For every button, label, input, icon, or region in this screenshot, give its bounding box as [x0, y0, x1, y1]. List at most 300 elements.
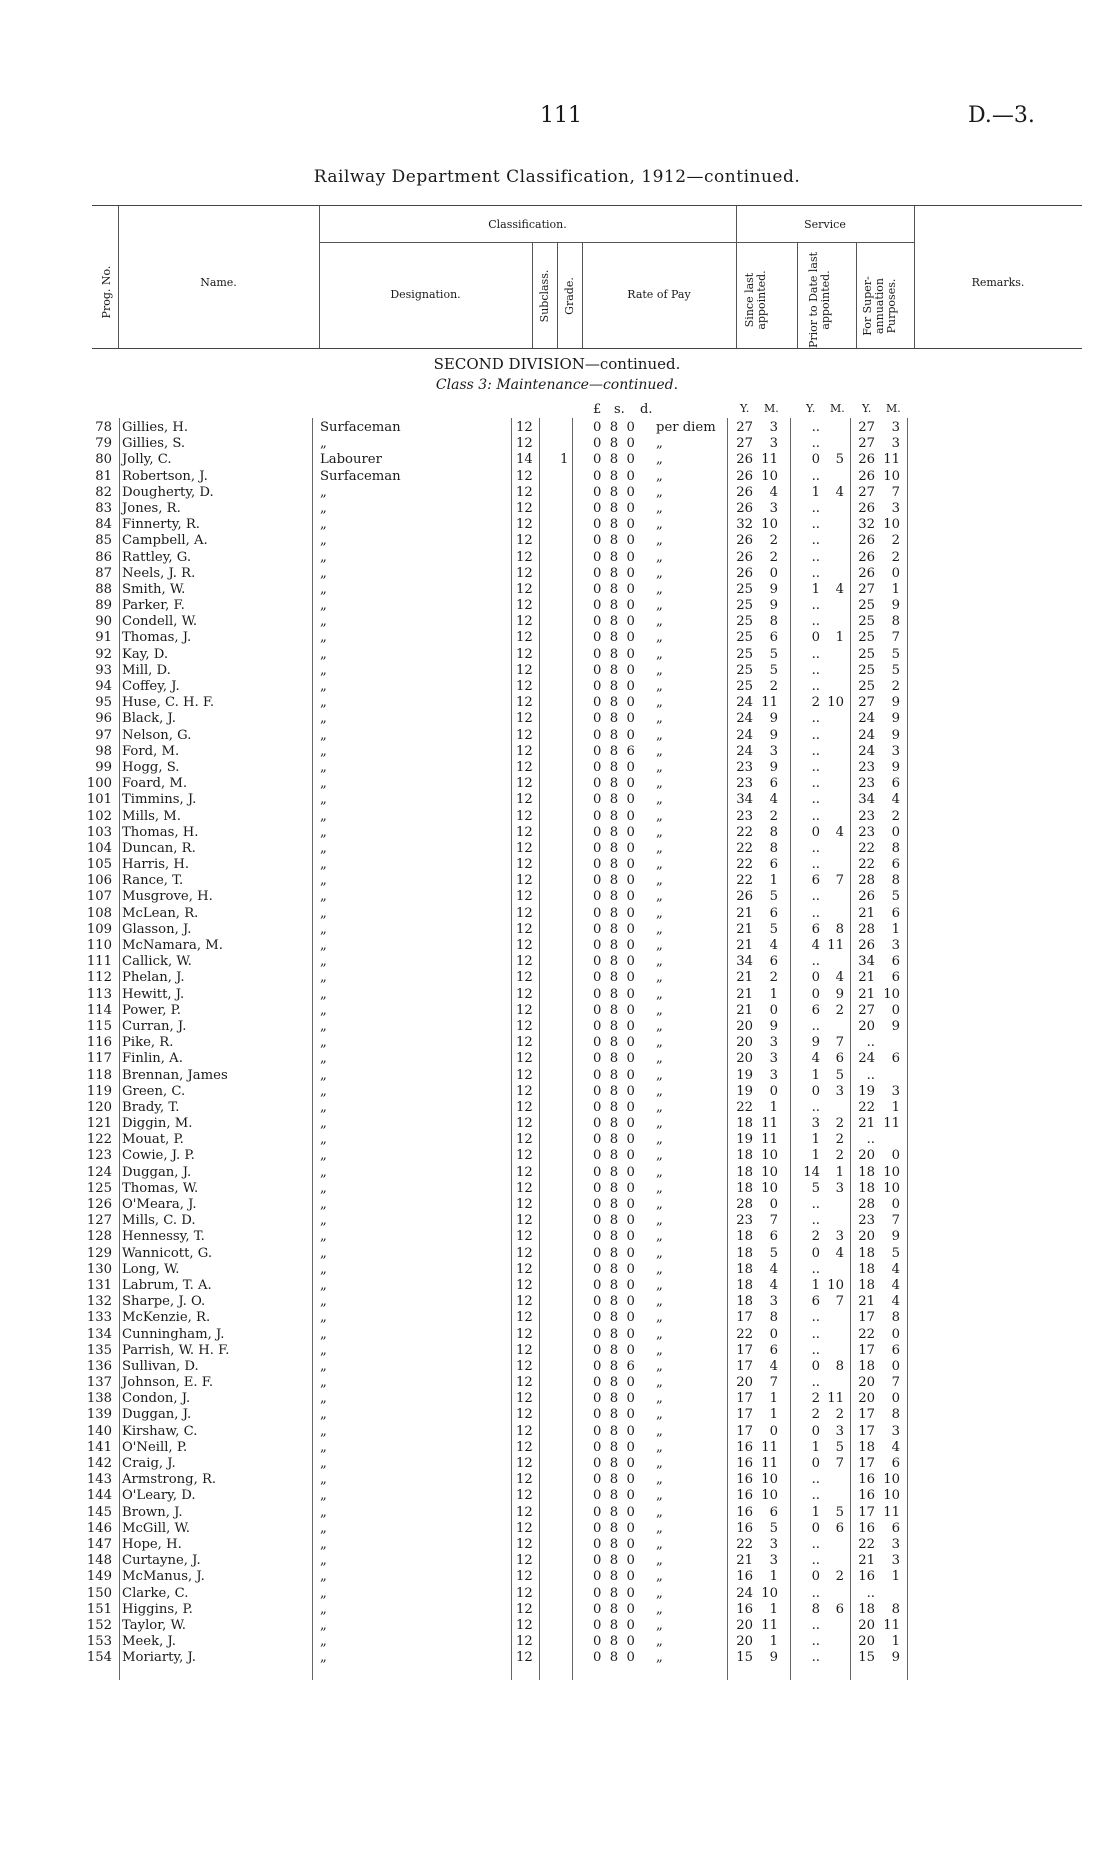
cell-grade: 1 — [560, 452, 569, 468]
cell-since-months: 0 — [769, 1423, 778, 1439]
cell-since-years: 34 — [736, 954, 753, 970]
cell-prog-no: 100 — [86, 776, 112, 792]
cell-prior-years: 9 — [811, 1035, 820, 1051]
cell-super-years: 17 — [858, 1423, 875, 1439]
cell-since-years: 26 — [736, 452, 753, 468]
table-row — [0, 1650, 1114, 1666]
cell-since-years: 17 — [736, 1358, 753, 1374]
cell-rate-of-pay: 0 8 0 — [593, 614, 635, 630]
cell-since-years: 25 — [736, 581, 753, 597]
cell-prior-months: 6 — [835, 1601, 844, 1617]
cell-designation: „ — [320, 1164, 327, 1180]
cell-since-months: 2 — [769, 970, 778, 986]
cell-super-months: 5 — [891, 889, 900, 905]
cell-since-years: 26 — [736, 889, 753, 905]
cell-super-years: .. — [866, 1585, 875, 1601]
cell-prior-years: 14 — [803, 1164, 820, 1180]
cell-super-months: 1 — [891, 1569, 900, 1585]
cell-rate-of-pay: 0 8 0 — [593, 1407, 635, 1423]
cell-name: Jolly, C. — [122, 452, 172, 468]
cell-prior-months: 7 — [835, 1456, 844, 1471]
cell-super-years: 17 — [858, 1342, 875, 1358]
table-row — [0, 873, 1114, 889]
cell-prog-no: 146 — [86, 1520, 112, 1536]
table-row — [0, 1407, 1114, 1423]
cell-prior-months: 4 — [835, 1245, 844, 1261]
cell-subclass: 12 — [516, 1067, 533, 1083]
cell-designation: „ — [320, 1569, 327, 1585]
cell-designation: „ — [320, 1504, 327, 1520]
cell-rate-of-pay: 0 8 0 — [593, 1342, 635, 1358]
cell-super-years: 15 — [858, 1650, 875, 1666]
cell-prior-years: .. — [811, 1553, 820, 1569]
cell-pay-period: „ — [656, 695, 663, 711]
cell-designation: „ — [320, 1261, 327, 1277]
cell-designation: „ — [320, 484, 327, 500]
cell-name: Nelson, G. — [122, 727, 192, 743]
cell-super-months: 9 — [891, 1229, 900, 1245]
cell-subclass: 12 — [516, 1213, 533, 1229]
cell-since-months: 8 — [769, 1310, 778, 1326]
cell-super-months: 4 — [891, 1439, 900, 1455]
cell-super-months: 2 — [891, 679, 900, 694]
cell-since-years: 24 — [736, 727, 753, 743]
cell-name: Hope, H. — [122, 1536, 182, 1552]
unit-months-since: M. — [764, 402, 779, 415]
page-title: Railway Department Classification, 1912—continued. — [313, 167, 801, 187]
cell-subclass: 12 — [516, 1472, 533, 1488]
cell-since-months: 10 — [761, 1472, 778, 1488]
cell-super-months: 3 — [891, 420, 900, 435]
cell-name: Duggan, J. — [122, 1164, 192, 1180]
cell-rate-of-pay: 0 8 0 — [593, 581, 635, 597]
cell-designation: „ — [320, 1099, 327, 1115]
cell-since-months: 2 — [769, 533, 778, 549]
cell-rate-of-pay: 0 8 0 — [593, 1213, 635, 1229]
cell-rate-of-pay: 0 8 0 — [593, 484, 635, 500]
cell-since-years: 16 — [736, 1569, 753, 1585]
cell-rate-of-pay: 0 8 0 — [593, 468, 635, 484]
cell-designation: „ — [320, 1148, 327, 1164]
cell-designation: „ — [320, 938, 327, 953]
cell-pay-period: „ — [656, 1310, 663, 1326]
cell-pay-period: „ — [656, 873, 663, 889]
cell-super-years: 18 — [858, 1601, 875, 1617]
cell-rate-of-pay: 0 8 0 — [593, 1116, 635, 1132]
table-row — [0, 550, 1114, 566]
cell-super-years: 25 — [858, 679, 875, 694]
cell-prior-months: 11 — [827, 938, 844, 953]
cell-subclass: 12 — [516, 1035, 533, 1051]
cell-prior-years: .. — [811, 857, 820, 873]
cell-rate-of-pay: 0 8 0 — [593, 1375, 635, 1391]
cell-prior-months: 4 — [835, 970, 844, 986]
cell-super-years: 18 — [858, 1164, 875, 1180]
cell-name: O'Neill, P. — [122, 1439, 188, 1455]
table-header — [92, 205, 1082, 349]
cell-subclass: 12 — [516, 889, 533, 905]
cell-since-years: 16 — [736, 1488, 753, 1504]
cell-since-years: 18 — [736, 1116, 753, 1132]
cell-designation: „ — [320, 1002, 327, 1018]
cell-name: Jones, R. — [122, 500, 181, 516]
cell-prog-no: 135 — [86, 1342, 112, 1358]
cell-since-months: 3 — [769, 420, 778, 435]
cell-prior-years: .. — [811, 1488, 820, 1504]
unit-pence: d. — [640, 402, 653, 417]
cell-rate-of-pay: 0 8 0 — [593, 695, 635, 711]
cell-since-years: 21 — [736, 986, 753, 1002]
cell-pay-period: „ — [656, 1245, 663, 1261]
cell-prog-no: 137 — [86, 1375, 112, 1391]
cell-rate-of-pay: 0 8 0 — [593, 1423, 635, 1439]
cell-super-months: 6 — [891, 857, 900, 873]
cell-prior-years: .. — [811, 517, 820, 533]
cell-super-months: 7 — [891, 630, 900, 646]
cell-since-months: 9 — [769, 1018, 778, 1034]
table-row — [0, 938, 1114, 954]
cell-rate-of-pay: 0 8 0 — [593, 1180, 635, 1196]
cell-prog-no: 83 — [95, 500, 112, 516]
cell-prior-years: 1 — [811, 1132, 820, 1148]
cell-since-months: 2 — [769, 808, 778, 824]
cell-super-years: 18 — [858, 1358, 875, 1374]
cell-prior-months: 2 — [835, 1407, 844, 1423]
cell-prior-years: 0 — [811, 1423, 820, 1439]
cell-name: Curtayne, J. — [122, 1553, 201, 1569]
cell-since-months: 9 — [769, 1650, 778, 1666]
header-grade: Grade. — [563, 277, 576, 315]
cell-super-months: 6 — [891, 905, 900, 921]
cell-prior-years: .. — [811, 500, 820, 516]
cell-prog-no: 123 — [86, 1148, 112, 1164]
cell-prior-years: 1 — [811, 581, 820, 597]
cell-pay-period: „ — [656, 1035, 663, 1051]
cell-prog-no: 80 — [95, 452, 112, 468]
cell-prior-years: 1 — [811, 1439, 820, 1455]
cell-since-months: 9 — [769, 759, 778, 775]
cell-since-months: 6 — [769, 776, 778, 792]
cell-rate-of-pay: 0 8 0 — [593, 1488, 635, 1504]
cell-prior-years: .. — [811, 954, 820, 970]
cell-rate-of-pay: 0 8 0 — [593, 873, 635, 889]
cell-subclass: 12 — [516, 1569, 533, 1585]
table-row — [0, 598, 1114, 614]
cell-since-years: 20 — [736, 1051, 753, 1067]
cell-pay-period: „ — [656, 938, 663, 953]
cell-since-years: 20 — [736, 1018, 753, 1034]
cell-name: Craig, J. — [122, 1456, 176, 1471]
cell-prog-no: 148 — [86, 1553, 112, 1569]
cell-super-years: 17 — [858, 1504, 875, 1520]
cell-since-months: 1 — [769, 1407, 778, 1423]
cell-name: McNamara, M. — [122, 938, 223, 953]
cell-super-years: 27 — [858, 484, 875, 500]
cell-rate-of-pay: 0 8 0 — [593, 662, 635, 678]
cell-subclass: 12 — [516, 646, 533, 662]
cell-super-months: 11 — [883, 1617, 900, 1633]
cell-subclass: 12 — [516, 1229, 533, 1245]
cell-name: O'Meara, J. — [122, 1197, 197, 1212]
cell-rate-of-pay: 0 8 0 — [593, 857, 635, 873]
cell-since-months: 9 — [769, 711, 778, 727]
cell-prog-no: 141 — [86, 1439, 112, 1455]
cell-name: Meek, J. — [122, 1634, 176, 1650]
cell-super-years: 26 — [858, 468, 875, 484]
cell-since-years: 23 — [736, 808, 753, 824]
cell-name: Dougherty, D. — [122, 484, 214, 500]
page-number: 111 — [540, 103, 582, 128]
cell-prior-years: 6 — [811, 873, 820, 889]
cell-rate-of-pay: 0 8 0 — [593, 1520, 635, 1536]
cell-super-months: 10 — [883, 1472, 900, 1488]
cell-super-years: 20 — [858, 1375, 875, 1391]
table-row — [0, 1521, 1114, 1537]
cell-rate-of-pay: 0 8 0 — [593, 1439, 635, 1455]
document-reference: D.—3. — [968, 103, 1035, 128]
cell-since-years: 17 — [736, 1310, 753, 1326]
cell-super-years: 25 — [858, 598, 875, 614]
cell-name: Johnson, E. F. — [122, 1375, 214, 1391]
cell-super-months: 1 — [891, 921, 900, 937]
cell-designation: „ — [320, 986, 327, 1002]
table-row — [0, 1391, 1114, 1407]
cell-designation: „ — [320, 1018, 327, 1034]
cell-subclass: 12 — [516, 873, 533, 889]
cell-name: Sharpe, J. O. — [122, 1294, 206, 1310]
cell-prior-months: 4 — [835, 581, 844, 597]
cell-subclass: 12 — [516, 1617, 533, 1633]
cell-prior-years: .. — [811, 1326, 820, 1342]
cell-subclass: 12 — [516, 630, 533, 646]
cell-subclass: 12 — [516, 517, 533, 533]
cell-prog-no: 88 — [95, 581, 112, 597]
cell-pay-period: „ — [656, 1488, 663, 1504]
cell-prior-months: 6 — [835, 1520, 844, 1536]
cell-subclass: 12 — [516, 1456, 533, 1471]
cell-since-months: 11 — [761, 452, 778, 468]
cell-super-years: 23 — [858, 808, 875, 824]
cell-designation: „ — [320, 1083, 327, 1099]
cell-pay-period: „ — [656, 581, 663, 597]
cell-designation: „ — [320, 598, 327, 614]
cell-rate-of-pay: 0 8 0 — [593, 970, 635, 986]
cell-subclass: 12 — [516, 1180, 533, 1196]
cell-prior-years: .. — [811, 614, 820, 630]
cell-super-months: 3 — [891, 1536, 900, 1552]
cell-designation: „ — [320, 1294, 327, 1310]
cell-designation: „ — [320, 1407, 327, 1423]
cell-super-years: 19 — [858, 1083, 875, 1099]
cell-prior-months: 11 — [827, 1391, 844, 1407]
table-row — [0, 1019, 1114, 1035]
cell-super-years: .. — [866, 1067, 875, 1083]
cell-since-months: 1 — [769, 1391, 778, 1407]
cell-since-months: 0 — [769, 1002, 778, 1018]
cell-prog-no: 124 — [86, 1164, 112, 1180]
cell-rate-of-pay: 0 8 0 — [593, 921, 635, 937]
cell-super-months: 9 — [891, 598, 900, 614]
cell-since-months: 10 — [761, 517, 778, 533]
cell-name: Timmins, J. — [122, 792, 197, 808]
cell-prior-months: 5 — [835, 452, 844, 468]
cell-subclass: 12 — [516, 1310, 533, 1326]
table-row — [0, 1634, 1114, 1650]
cell-rate-of-pay: 0 8 0 — [593, 1229, 635, 1245]
cell-prior-years: 4 — [811, 938, 820, 953]
cell-prog-no: 111 — [86, 954, 112, 970]
cell-super-years: 18 — [858, 1245, 875, 1261]
cell-rate-of-pay: 0 8 0 — [593, 1132, 635, 1148]
cell-super-years: 26 — [858, 452, 875, 468]
cell-super-months: 8 — [891, 1407, 900, 1423]
cell-prior-years: 1 — [811, 1148, 820, 1164]
cell-prog-no: 95 — [95, 695, 112, 711]
cell-prog-no: 114 — [86, 1002, 112, 1018]
cell-rate-of-pay: 0 8 0 — [593, 1553, 635, 1569]
cell-designation: „ — [320, 1520, 327, 1536]
cell-prog-no: 136 — [86, 1358, 112, 1374]
cell-super-years: 22 — [858, 1536, 875, 1552]
cell-prior-years: 2 — [811, 1229, 820, 1245]
cell-super-years: 21 — [858, 1553, 875, 1569]
cell-subclass: 12 — [516, 1164, 533, 1180]
cell-subclass: 12 — [516, 711, 533, 727]
cell-name: McKenzie, R. — [122, 1310, 211, 1326]
table-row — [0, 501, 1114, 517]
cell-name: Rance, T. — [122, 873, 184, 889]
cell-prior-years: .. — [811, 420, 820, 435]
cell-super-years: .. — [866, 1132, 875, 1148]
cell-prog-no: 130 — [86, 1261, 112, 1277]
cell-name: Phelan, J. — [122, 970, 185, 986]
cell-super-months: 1 — [891, 1634, 900, 1650]
cell-prior-years: .. — [811, 1197, 820, 1212]
cell-since-years: 17 — [736, 1407, 753, 1423]
cell-prog-no: 115 — [86, 1018, 112, 1034]
cell-pay-period: per diem — [656, 420, 716, 435]
table-row — [0, 776, 1114, 792]
cell-super-months: 6 — [891, 954, 900, 970]
cell-prior-months: 3 — [835, 1423, 844, 1439]
cell-prior-years: .. — [811, 565, 820, 581]
cell-pay-period: „ — [656, 970, 663, 986]
cell-designation: „ — [320, 1067, 327, 1083]
cell-subclass: 12 — [516, 727, 533, 743]
cell-rate-of-pay: 0 8 0 — [593, 1536, 635, 1552]
cell-designation: „ — [320, 1375, 327, 1391]
cell-pay-period: „ — [656, 1391, 663, 1407]
cell-rate-of-pay: 0 8 6 — [593, 1358, 635, 1374]
cell-subclass: 12 — [516, 759, 533, 775]
table-row — [0, 1472, 1114, 1488]
cell-name: Labrum, T. A. — [122, 1277, 212, 1293]
cell-pay-period: „ — [656, 1569, 663, 1585]
cell-name: Wannicott, G. — [122, 1245, 213, 1261]
cell-since-months: 1 — [769, 1634, 778, 1650]
cell-pay-period: „ — [656, 986, 663, 1002]
cell-designation: „ — [320, 889, 327, 905]
cell-prog-no: 104 — [86, 840, 112, 856]
cell-subclass: 12 — [516, 1536, 533, 1552]
cell-prior-years: .. — [811, 727, 820, 743]
cell-subclass: 12 — [516, 1423, 533, 1439]
cell-rate-of-pay: 0 8 0 — [593, 759, 635, 775]
cell-prog-no: 112 — [86, 970, 112, 986]
cell-name: Ford, M. — [122, 743, 180, 759]
cell-name: Hewitt, J. — [122, 986, 185, 1002]
cell-pay-period: „ — [656, 1002, 663, 1018]
cell-super-years: 24 — [858, 711, 875, 727]
cell-prog-no: 102 — [86, 808, 112, 824]
cell-name: Callick, W. — [122, 954, 192, 970]
cell-since-months: 3 — [769, 1294, 778, 1310]
cell-prog-no: 107 — [86, 889, 112, 905]
cell-designation: „ — [320, 500, 327, 516]
cell-super-months: 9 — [891, 711, 900, 727]
cell-subclass: 12 — [516, 986, 533, 1002]
cell-pay-period: „ — [656, 711, 663, 727]
cell-since-months: 0 — [769, 1326, 778, 1342]
cell-prog-no: 125 — [86, 1180, 112, 1196]
cell-name: Thomas, W. — [122, 1180, 199, 1196]
cell-designation: „ — [320, 436, 327, 452]
cell-rate-of-pay: 0 8 0 — [593, 938, 635, 953]
cell-subclass: 12 — [516, 954, 533, 970]
cell-prior-months: 5 — [835, 1067, 844, 1083]
cell-since-years: 25 — [736, 646, 753, 662]
cell-rate-of-pay: 0 8 0 — [593, 452, 635, 468]
cell-subclass: 12 — [516, 808, 533, 824]
cell-pay-period: „ — [656, 1132, 663, 1148]
cell-prior-months: 3 — [835, 1180, 844, 1196]
cell-prog-no: 144 — [86, 1488, 112, 1504]
table-row — [0, 954, 1114, 970]
cell-pay-period: „ — [656, 679, 663, 694]
cell-prog-no: 153 — [86, 1634, 112, 1650]
cell-super-years: 16 — [858, 1520, 875, 1536]
cell-prior-years: .. — [811, 1099, 820, 1115]
table-row — [0, 1262, 1114, 1278]
cell-super-years: 23 — [858, 1213, 875, 1229]
table-row — [0, 614, 1114, 630]
cell-subclass: 12 — [516, 549, 533, 565]
cell-designation: „ — [320, 873, 327, 889]
table-row — [0, 857, 1114, 873]
cell-super-years: 18 — [858, 1277, 875, 1293]
cell-super-months: 10 — [883, 468, 900, 484]
cell-since-years: 26 — [736, 549, 753, 565]
cell-designation: „ — [320, 679, 327, 694]
unit-months-super: M. — [886, 402, 901, 415]
cell-super-years: 24 — [858, 743, 875, 759]
cell-prior-years: .. — [811, 1472, 820, 1488]
cell-super-months: 6 — [891, 776, 900, 792]
cell-super-years: 23 — [858, 776, 875, 792]
cell-super-years: 24 — [858, 727, 875, 743]
cell-super-months: 11 — [883, 1504, 900, 1520]
cell-pay-period: „ — [656, 1180, 663, 1196]
header-designation: Designation. — [390, 288, 461, 301]
cell-pay-period: „ — [656, 1099, 663, 1115]
cell-name: Gillies, S. — [122, 436, 186, 452]
cell-prior-years: .. — [811, 711, 820, 727]
cell-prog-no: 140 — [86, 1423, 112, 1439]
cell-prior-years: .. — [811, 840, 820, 856]
table-row — [0, 760, 1114, 776]
cell-since-years: 24 — [736, 743, 753, 759]
cell-super-years: 21 — [858, 1116, 875, 1132]
